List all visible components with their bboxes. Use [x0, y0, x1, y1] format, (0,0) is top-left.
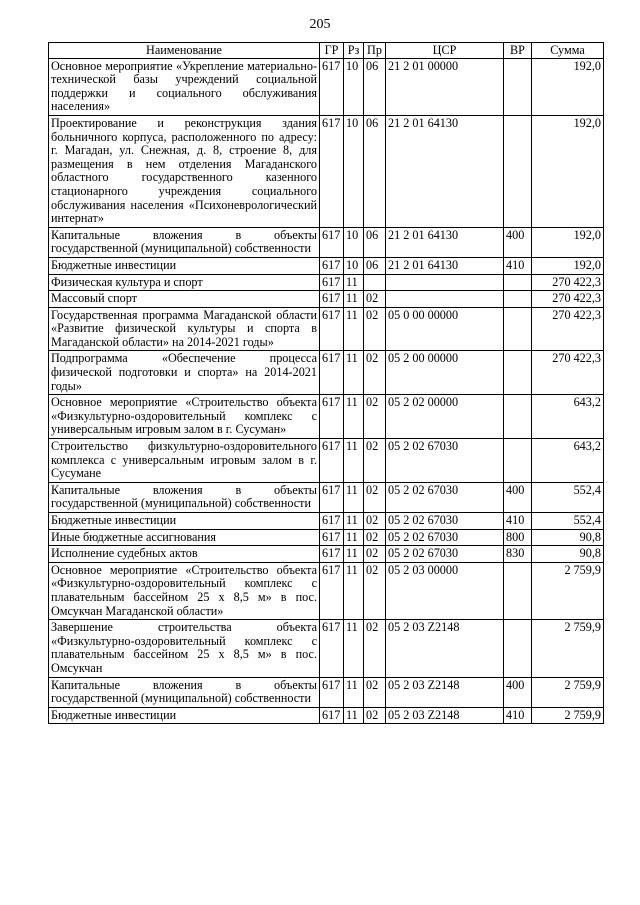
cell-pr: 06: [364, 257, 386, 274]
cell-gr: 617: [320, 395, 344, 439]
cell-csr: 05 2 02 67030: [386, 546, 504, 563]
cell-name: Государственная программа Магаданской области «Развитие физической культуры и спорта в Магаданской области» на 2014-2021 годы»: [49, 307, 320, 351]
cell-gr: 617: [320, 482, 344, 512]
cell-gr: 617: [320, 257, 344, 274]
cell-vr: 410: [504, 707, 532, 724]
cell-csr: 21 2 01 64130: [386, 257, 504, 274]
cell-pr: 02: [364, 351, 386, 395]
cell-gr: 617: [320, 529, 344, 546]
cell-vr: 400: [504, 677, 532, 707]
table-row: [49, 307, 604, 351]
cell-csr: 05 2 00 00000: [386, 351, 504, 395]
cell-csr: 05 2 03 Z2148: [386, 620, 504, 677]
table-row: [49, 546, 604, 563]
cell-name: Проектирование и реконструкция здания больничного корпуса, расположенного по адресу: г. Магадан, ул. Снежная, д. 8, строение 8, для размещения в нем отделения Магаданского областного государственного казенного стационарного учреждения социального обслуживания населения «Психоневрологический интернат»: [49, 115, 320, 227]
cell-vr: [504, 351, 532, 395]
cell-vr: [504, 291, 532, 308]
cell-name: Капитальные вложения в объекты государственной (муниципальной) собственности: [49, 677, 320, 707]
table-row: [49, 58, 604, 115]
cell-rz: 11: [344, 562, 364, 619]
cell-vr: [504, 562, 532, 619]
cell-sum: 2 759,9: [532, 562, 604, 619]
table-row: [49, 677, 604, 707]
cell-csr: 05 2 02 67030: [386, 529, 504, 546]
cell-name: Массовый спорт: [49, 291, 320, 308]
cell-gr: 617: [320, 274, 344, 291]
cell-csr: 21 2 01 64130: [386, 227, 504, 257]
table-row: [49, 257, 604, 274]
cell-csr: 05 2 03 Z2148: [386, 707, 504, 724]
cell-pr: 06: [364, 227, 386, 257]
table-row: [49, 115, 604, 227]
cell-vr: [504, 58, 532, 115]
cell-csr: 05 0 00 00000: [386, 307, 504, 351]
cell-gr: 617: [320, 58, 344, 115]
cell-rz: 11: [344, 482, 364, 512]
table-row: [49, 274, 604, 291]
cell-pr: 02: [364, 439, 386, 483]
column-header-rz: Рз: [344, 43, 364, 59]
cell-gr: 617: [320, 677, 344, 707]
cell-sum: 90,8: [532, 529, 604, 546]
cell-pr: [364, 274, 386, 291]
cell-csr: 05 2 02 67030: [386, 439, 504, 483]
cell-gr: 617: [320, 707, 344, 724]
cell-vr: 400: [504, 482, 532, 512]
cell-rz: 10: [344, 58, 364, 115]
cell-name: Строительство физкультурно-оздоровительного комплекса с универсальным игровым залом в г. Сусумане: [49, 439, 320, 483]
cell-name: Подпрограмма «Обеспечение процесса физической подготовки и спорта» на 2014-2021 годы»: [49, 351, 320, 395]
cell-name: Основное мероприятие «Строительство объекта «Физкультурно-оздоровительный комплекс с универсальным игровым залом в г. Сусуман»: [49, 395, 320, 439]
cell-rz: 11: [344, 274, 364, 291]
cell-name: Основное мероприятие «Строительство объекта «Физкультурно-оздоровительный комплекс с плавательным бассейном 25 х 8,5 м» в пос. Омсукчан Магаданской области»: [49, 562, 320, 619]
column-header-vr: ВР: [504, 43, 532, 59]
cell-pr: 02: [364, 482, 386, 512]
cell-name: Иные бюджетные ассигнования: [49, 529, 320, 546]
cell-vr: [504, 620, 532, 677]
cell-vr: [504, 439, 532, 483]
cell-gr: 617: [320, 562, 344, 619]
cell-vr: 400: [504, 227, 532, 257]
cell-rz: 10: [344, 257, 364, 274]
cell-vr: 410: [504, 257, 532, 274]
cell-sum: 192,0: [532, 115, 604, 227]
cell-rz: 11: [344, 677, 364, 707]
cell-sum: 643,2: [532, 395, 604, 439]
cell-vr: 410: [504, 513, 532, 530]
cell-rz: 10: [344, 115, 364, 227]
budget-table: [48, 42, 604, 724]
cell-vr: [504, 395, 532, 439]
cell-pr: 02: [364, 395, 386, 439]
cell-rz: 11: [344, 307, 364, 351]
table-body: [49, 58, 604, 724]
cell-rz: 10: [344, 227, 364, 257]
cell-csr: 05 2 02 67030: [386, 513, 504, 530]
cell-sum: 192,0: [532, 58, 604, 115]
table-row: [49, 513, 604, 530]
cell-rz: 11: [344, 620, 364, 677]
cell-sum: 270 422,3: [532, 351, 604, 395]
cell-rz: 11: [344, 439, 364, 483]
cell-sum: 270 422,3: [532, 307, 604, 351]
cell-rz: 11: [344, 513, 364, 530]
cell-sum: 2 759,9: [532, 620, 604, 677]
cell-pr: 02: [364, 620, 386, 677]
cell-name: Бюджетные инвестиции: [49, 257, 320, 274]
cell-gr: 617: [320, 439, 344, 483]
cell-name: Бюджетные инвестиции: [49, 707, 320, 724]
cell-csr: 21 2 01 64130: [386, 115, 504, 227]
cell-csr: 05 2 03 00000: [386, 562, 504, 619]
column-header-name: Наименование: [49, 43, 320, 59]
cell-name: Физическая культура и спорт: [49, 274, 320, 291]
cell-sum: 90,8: [532, 546, 604, 563]
cell-gr: 617: [320, 351, 344, 395]
cell-pr: 02: [364, 546, 386, 563]
cell-sum: 270 422,3: [532, 291, 604, 308]
table-row: [49, 707, 604, 724]
table-row: [49, 482, 604, 512]
cell-name: Завершение строительства объекта «Физкультурно-оздоровительный комплекс с плавательным бассейном 25 х 8,5 м» в пос. Омсукчан: [49, 620, 320, 677]
cell-pr: 02: [364, 291, 386, 308]
cell-rz: 11: [344, 291, 364, 308]
cell-sum: 2 759,9: [532, 677, 604, 707]
cell-gr: 617: [320, 227, 344, 257]
table-row: [49, 439, 604, 483]
cell-name: Капитальные вложения в объекты государственной (муниципальной) собственности: [49, 482, 320, 512]
cell-name: Основное мероприятие «Укрепление материально-технической базы учреждений социальной поддержки и социального обслуживания населения»: [49, 58, 320, 115]
cell-csr: 21 2 01 00000: [386, 58, 504, 115]
cell-rz: 11: [344, 707, 364, 724]
cell-csr: [386, 291, 504, 308]
cell-pr: 02: [364, 307, 386, 351]
cell-csr: 05 2 03 Z2148: [386, 677, 504, 707]
table-row: [49, 529, 604, 546]
cell-pr: 06: [364, 58, 386, 115]
cell-sum: 552,4: [532, 513, 604, 530]
cell-csr: 05 2 02 67030: [386, 482, 504, 512]
cell-sum: 643,2: [532, 439, 604, 483]
cell-name: Бюджетные инвестиции: [49, 513, 320, 530]
cell-gr: 617: [320, 115, 344, 227]
cell-vr: [504, 274, 532, 291]
cell-vr: 800: [504, 529, 532, 546]
cell-gr: 617: [320, 291, 344, 308]
cell-vr: 830: [504, 546, 532, 563]
column-header-sum: Сумма: [532, 43, 604, 59]
cell-gr: 617: [320, 620, 344, 677]
table-row: [49, 562, 604, 619]
cell-vr: [504, 307, 532, 351]
table-row: [49, 291, 604, 308]
column-header-pr: Пр: [364, 43, 386, 59]
table-header-row: [49, 43, 604, 59]
cell-rz: 11: [344, 529, 364, 546]
cell-name: Исполнение судебных актов: [49, 546, 320, 563]
cell-vr: [504, 115, 532, 227]
cell-sum: 192,0: [532, 257, 604, 274]
cell-pr: 02: [364, 677, 386, 707]
cell-pr: 02: [364, 707, 386, 724]
cell-pr: 02: [364, 529, 386, 546]
cell-gr: 617: [320, 546, 344, 563]
table-row: [49, 227, 604, 257]
cell-rz: 11: [344, 546, 364, 563]
cell-sum: 552,4: [532, 482, 604, 512]
cell-pr: 02: [364, 562, 386, 619]
cell-sum: 270 422,3: [532, 274, 604, 291]
column-header-gr: ГР: [320, 43, 344, 59]
cell-gr: 617: [320, 513, 344, 530]
page-number: 205: [309, 17, 331, 32]
cell-name: Капитальные вложения в объекты государственной (муниципальной) собственности: [49, 227, 320, 257]
cell-csr: 05 2 02 00000: [386, 395, 504, 439]
cell-gr: 617: [320, 307, 344, 351]
table-row: [49, 395, 604, 439]
cell-csr: [386, 274, 504, 291]
cell-rz: 11: [344, 395, 364, 439]
table-row: [49, 620, 604, 677]
cell-sum: 2 759,9: [532, 707, 604, 724]
cell-pr: 02: [364, 513, 386, 530]
table-row: [49, 351, 604, 395]
cell-pr: 06: [364, 115, 386, 227]
cell-rz: 11: [344, 351, 364, 395]
cell-sum: 192,0: [532, 227, 604, 257]
column-header-csr: ЦСР: [386, 43, 504, 59]
